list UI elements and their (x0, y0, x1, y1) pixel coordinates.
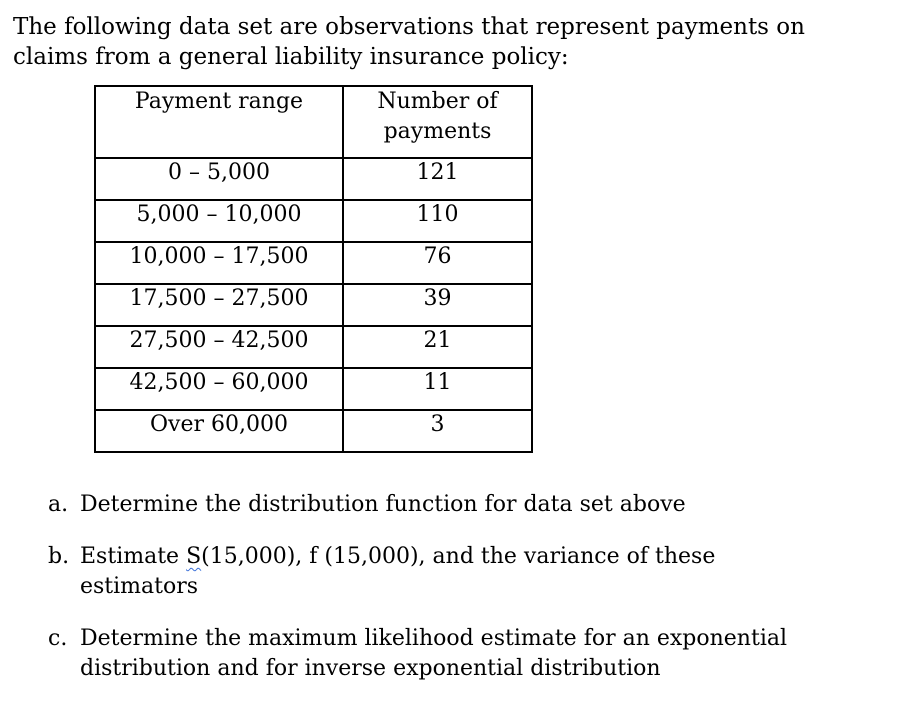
table-row (95, 200, 532, 242)
question-c-line-2: distribution and for inverse exponential distribution (80, 656, 661, 681)
table-row (95, 284, 532, 326)
question-b-line-2: estimators (80, 574, 199, 599)
cell-range: 42,500 – 60,000 (95, 368, 343, 410)
table-row (95, 410, 532, 452)
question-c-letter: c. (48, 626, 68, 651)
cell-range: 10,000 – 17,500 (95, 242, 343, 284)
cell-range: 27,500 – 42,500 (95, 326, 343, 368)
cell-range: Over 60,000 (95, 410, 343, 452)
question-a-letter: a. (48, 492, 69, 517)
question-c (48, 624, 898, 684)
question-b (48, 542, 898, 602)
question-b-letter: b. (48, 544, 70, 569)
table-row (95, 326, 532, 368)
cell-count: 11 (343, 368, 532, 410)
questions-list (48, 490, 898, 684)
payments-table (94, 85, 533, 453)
table-row (95, 242, 532, 284)
intro-paragraph (13, 12, 893, 72)
table-row (95, 368, 532, 410)
question-a-text: Determine the distribution function for data set above (80, 492, 686, 517)
cell-range: 5,000 – 10,000 (95, 200, 343, 242)
question-b-line-1 (80, 542, 898, 572)
cell-range: 0 – 5,000 (95, 158, 343, 200)
cell-count: 76 (343, 242, 532, 284)
intro-line-1: The following data set are observations that represent payments on (13, 14, 805, 40)
table-header-row (95, 86, 532, 158)
header-number-of-payments (343, 86, 532, 158)
intro-line-2: claims from a general liability insurance policy: (13, 44, 569, 70)
question-c-line-1: Determine the maximum likelihood estimate for an exponential (80, 626, 788, 651)
cell-range: 17,500 – 27,500 (95, 284, 343, 326)
question-b-post: (15,000), f (15,000), and the variance of these (201, 544, 716, 569)
cell-count: 3 (343, 410, 532, 452)
question-a (48, 490, 898, 520)
cell-count: 21 (343, 326, 532, 368)
cell-count: 39 (343, 284, 532, 326)
table-row (95, 158, 532, 200)
header-payment-range-label: Payment range (134, 89, 304, 114)
header-count-line-2: payments (383, 119, 492, 144)
cell-count: 110 (343, 200, 532, 242)
spellcheck-marked-word[interactable]: S (186, 544, 202, 569)
header-payment-range (95, 86, 343, 158)
question-b-pre: Estimate (80, 544, 187, 569)
cell-count: 121 (343, 158, 532, 200)
header-count-line-1: Number of (377, 89, 498, 114)
